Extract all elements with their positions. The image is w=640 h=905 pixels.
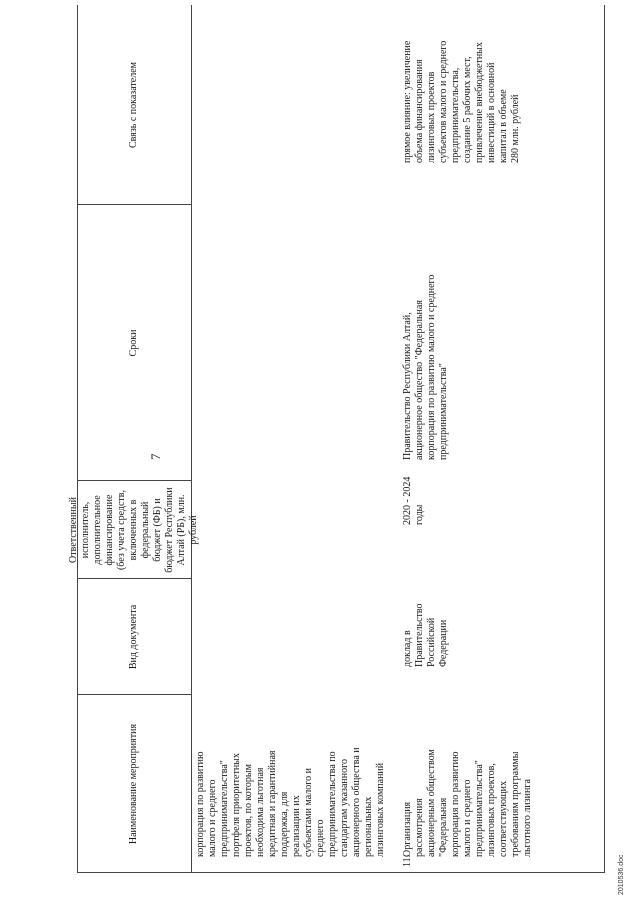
column-divider-1 (77, 872, 605, 873)
row-11-link: прямое влияние: увеличение объема финансирования лизинговых проектов субъектов малого и среднего предпринимательства, создание 5 рабочих мест, привлечение внебюджетных инвестиций в основной капитал в объеме 280 млн. рублей (402, 40, 521, 163)
header-name: Наименование мероприятия (128, 723, 139, 845)
continuation-name: корпорация по развитию малого и среднего предпринимательства" портфеля приоритетных проектов, по которым необходима льготная кредитная и гарантийная поддержка, для реализации их субъектами малого и среднего предпринимательства по стандартам указанного акционерного общества и региональных лизинговых компаний (195, 747, 386, 857)
row-11-doc-type: доклад в Правительство Российской Федерации (402, 603, 449, 667)
table-top-border (77, 5, 78, 873)
column-divider-2 (77, 694, 191, 695)
header-terms: Сроки (128, 329, 139, 357)
header-doc-type: Вид документа (128, 604, 139, 670)
row-11-executor: Правительство Республики Алтай, акционерное общество "Федеральная корпорация по развитию малого и среднего предпринимательства" (402, 274, 449, 460)
header-row-divider (191, 5, 192, 873)
column-divider-5 (77, 204, 191, 205)
header-executor: Ответственный исполнитель, дополнительное финансирование (без учета средств, включенных в федеральный бюджет (ФБ) и бюджет Республики Алтай (РБ), млн. рублей (68, 487, 199, 573)
column-divider-4 (77, 480, 191, 481)
row-11-number: 11. (402, 854, 413, 867)
row-11-terms: 2020 - 2024 годы (402, 476, 425, 525)
table-bottom-border (604, 5, 605, 873)
column-divider-3 (77, 578, 191, 579)
header-link: Связь с показателем (128, 62, 139, 149)
page-number: 7 (148, 453, 163, 460)
row-11-name: Организация рассмотрения акционерным обществом "Федеральная корпорация по развитию малого и среднего предпринимательства" лизинговых проектов, соответствующих требованиям программы льготного лизинга (402, 749, 533, 857)
footer-filename: 2010536.doc (618, 854, 625, 895)
